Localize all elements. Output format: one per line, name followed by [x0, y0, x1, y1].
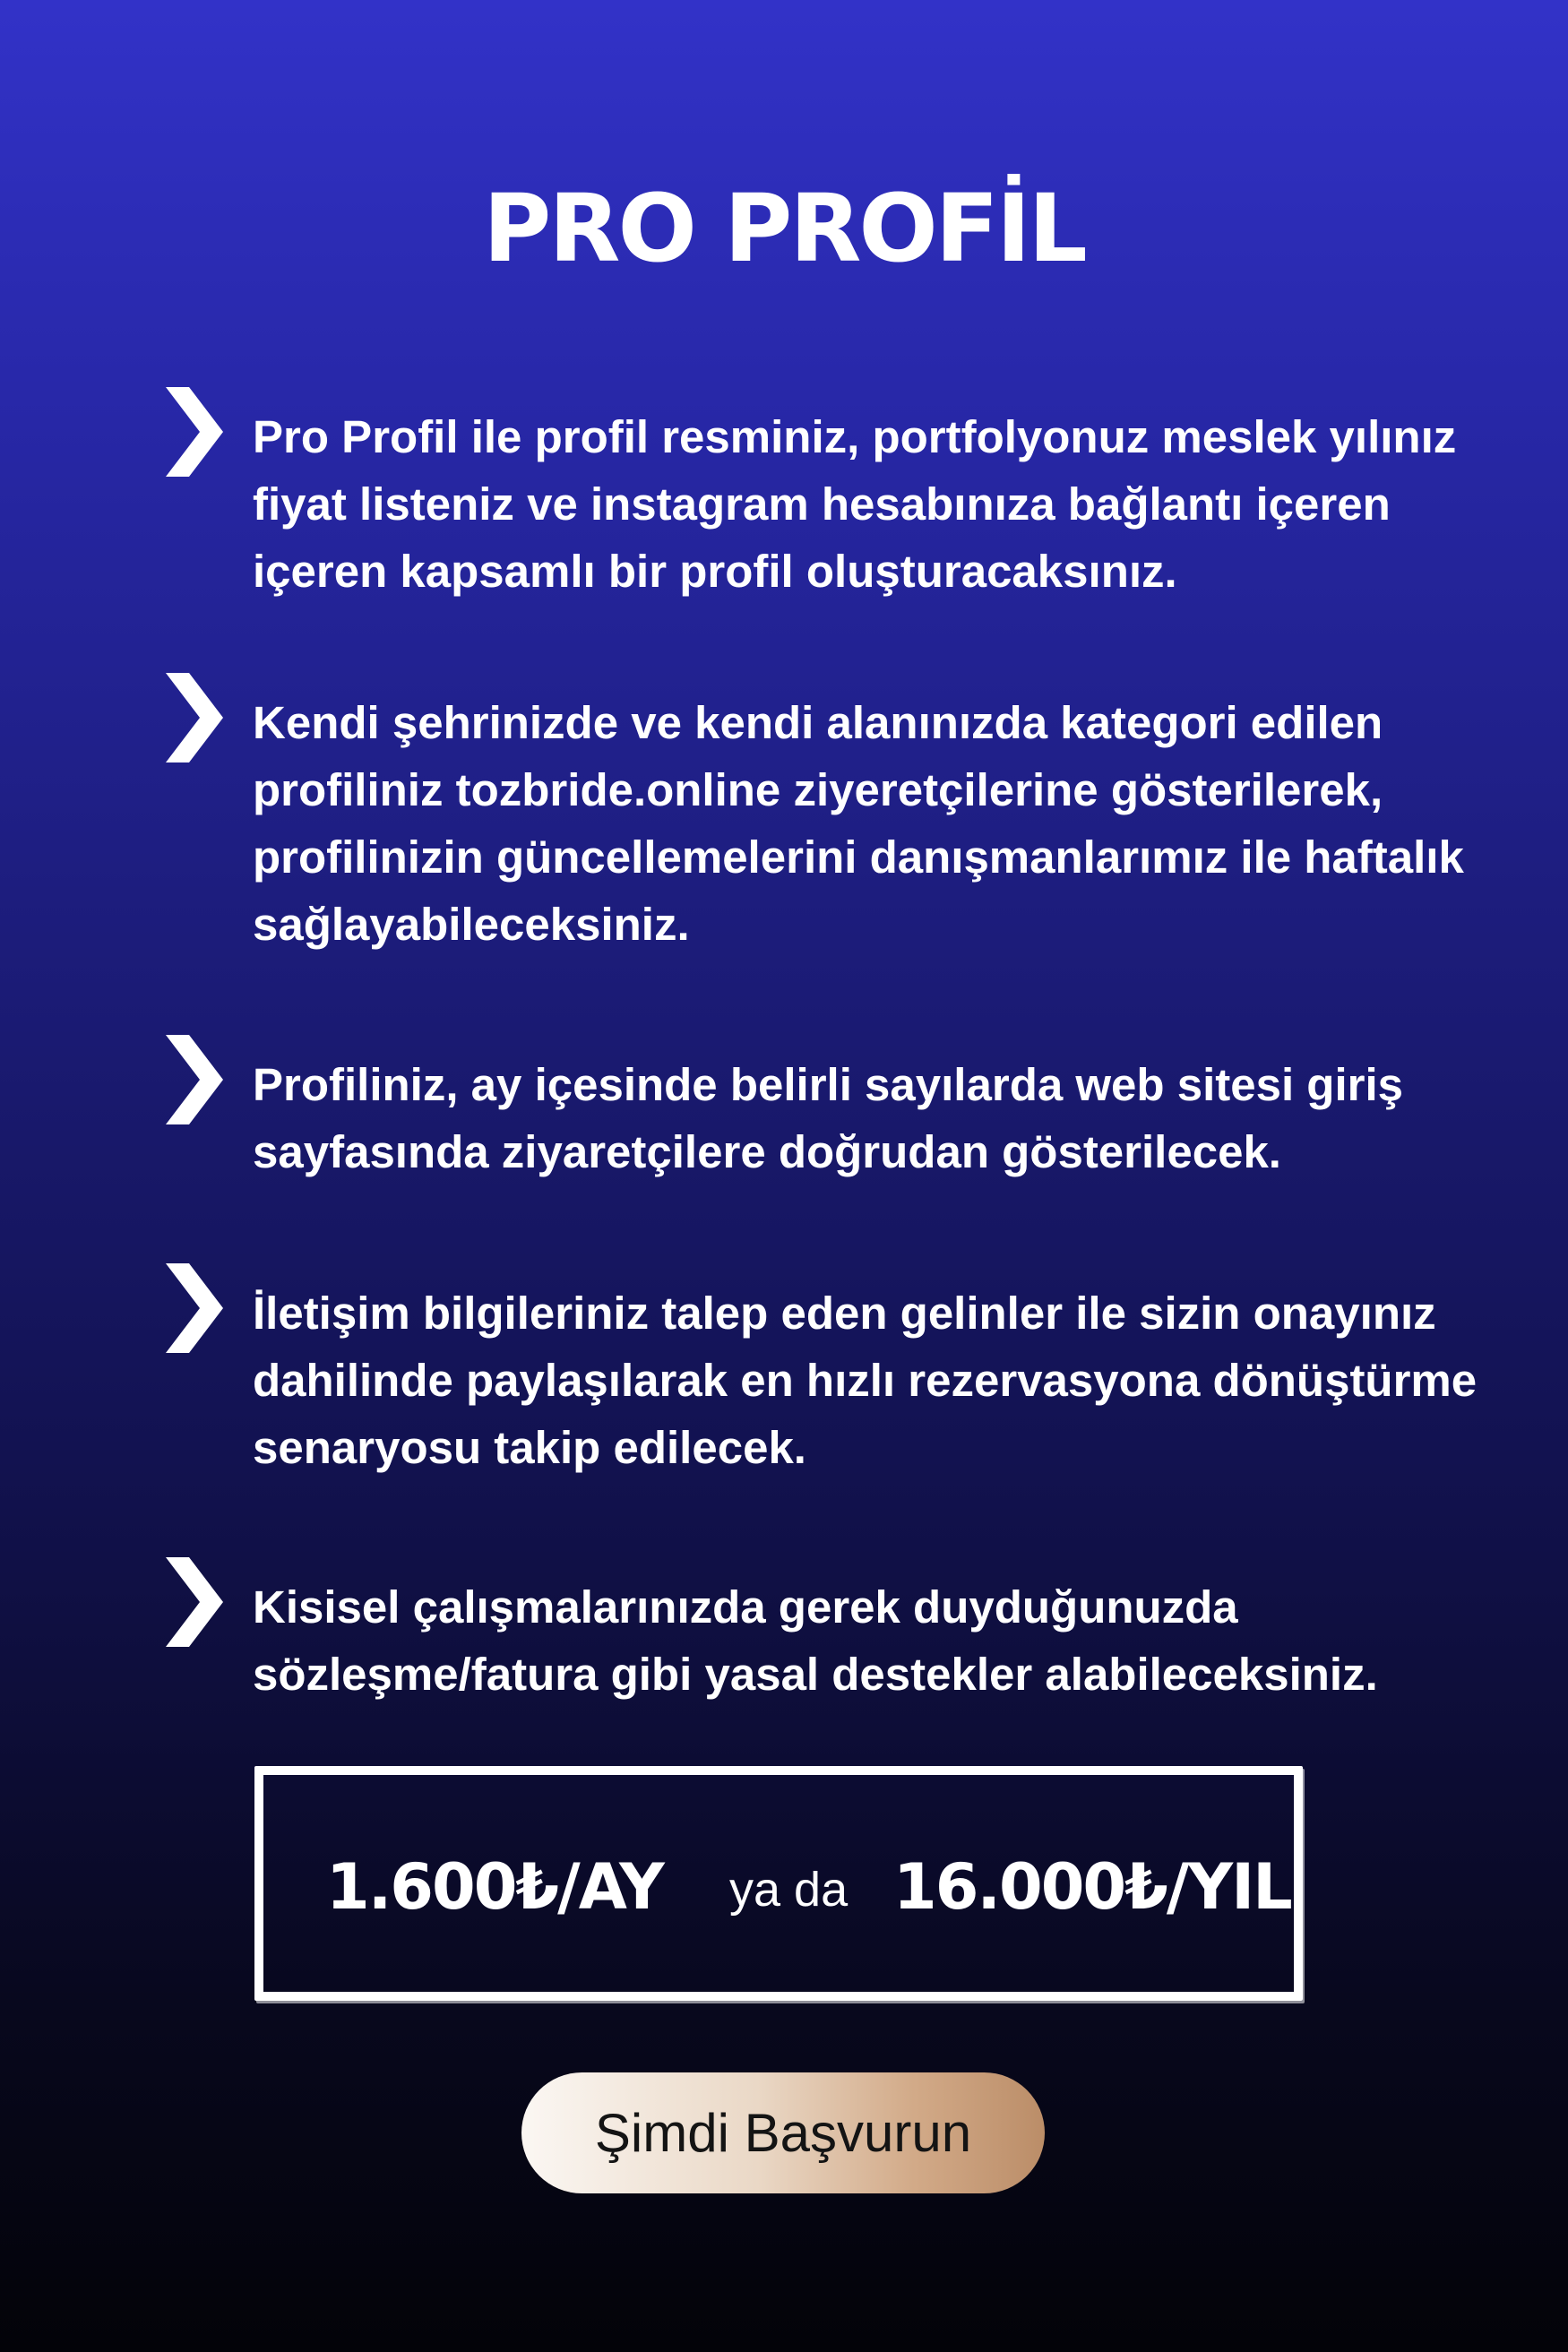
chevron-right-icon — [166, 387, 223, 477]
chevron-right-icon — [166, 1263, 223, 1353]
feature-text: Kendi şehrinizde ve kendi alanınızda kategori edilen profiliniz tozbride.online ziyeretçilerine gösterilerek, profilinizin güncellemelerini danışmanlarımız ile haftalık sağlayabileceksiniz. — [253, 697, 1464, 950]
feature-text: Kisisel çalışmalarınızda gerek duyduğunuzda sözleşme/fatura gibi yasal destekler alabileceksiniz. — [253, 1581, 1378, 1700]
chevron-right-icon — [166, 673, 223, 762]
chevron-right-icon — [166, 1557, 223, 1647]
price-separator: ya da — [729, 1863, 849, 1917]
feature-text: İletişim bilgileriniz talep eden gelinler ile sizin onayınız dahilinde paylaşılarak en hızlı rezervasyona dönüştürme senaryosu takip edilecek. — [253, 1288, 1478, 1473]
monthly-price: 1.600₺/AY — [326, 1850, 663, 1924]
page-title: PRO PROFİL — [483, 174, 1085, 283]
chevron-right-icon — [166, 1035, 223, 1124]
feature-text: Profiliniz, ay içesinde belirli sayılarda web sitesi giriş sayfasında ziyaretçilere doğrudan gösterilecek. — [253, 1059, 1404, 1177]
feature-text: Pro Profil ile profil resminiz, portfolyonuz meslek yılınız fiyat listeniz ve instagram hesabınıza bağlantı içeren içeren kapsamlı bir profil oluşturacaksınız. — [253, 411, 1457, 597]
yearly-price: 16.000₺/YIL — [893, 1850, 1291, 1924]
pricing-box — [254, 1766, 1303, 2001]
apply-now-button[interactable]: Şimdi Başvurun — [521, 2072, 1045, 2193]
